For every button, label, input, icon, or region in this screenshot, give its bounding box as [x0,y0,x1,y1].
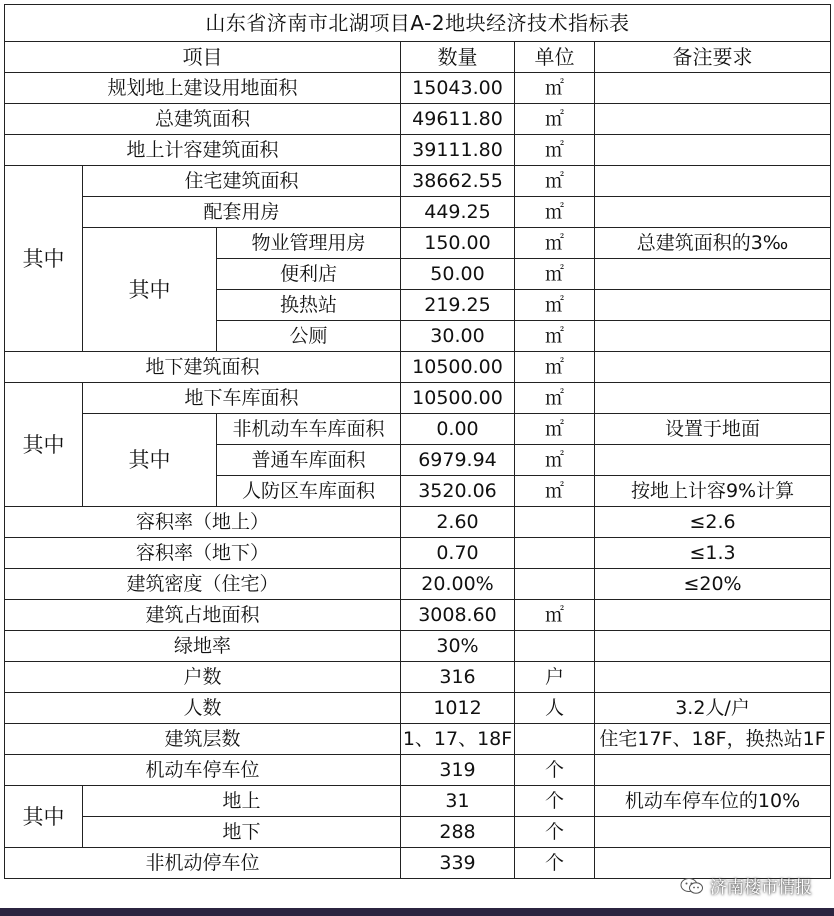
row-quantity: 2.60 [401,507,515,538]
row-residential [5,166,831,197]
watermark [680,873,812,898]
subgroup-label-ancillary: 其中 [83,228,217,352]
row-quantity: 39111.80 [401,135,515,166]
row-quantity: 30.00 [401,321,515,352]
row-note: 总建筑面积的3‰ [595,228,831,259]
row-quantity: 1、17、18F [401,724,515,755]
row-note [595,600,831,631]
row-quantity: 219.25 [401,290,515,321]
row-unit: 个 [515,848,595,879]
row-unit: ㎡ [515,321,595,352]
row-label: 地下建筑面积 [5,352,401,383]
row-quantity: 6979.94 [401,445,515,476]
row-label: 机动车停车位 [5,755,401,786]
row-label: 人数 [5,693,401,724]
bottom-border-bar [0,908,834,916]
row-unit [515,631,595,662]
watermark-text: 济南楼市情报 [710,878,812,898]
row-label: 总建筑面积 [5,104,401,135]
row-note [595,104,831,135]
row-unit: ㎡ [515,228,595,259]
row-total-floor [5,104,831,135]
row-unit: ㎡ [515,197,595,228]
row-quantity: 20.00% [401,569,515,600]
row-density [5,569,831,600]
row-note [595,383,831,414]
row-property-mgmt [5,228,831,259]
row-underground [5,352,831,383]
row-non-motor-garage [5,414,831,445]
row-floors [5,724,831,755]
row-label: 绿地率 [5,631,401,662]
row-note: 3.2人/户 [595,693,831,724]
row-label: 物业管理用房 [217,228,401,259]
row-quantity: 1012 [401,693,515,724]
row-note [595,352,831,383]
row-unit: ㎡ [515,352,595,383]
row-footprint [5,600,831,631]
row-quantity: 50.00 [401,259,515,290]
row-label: 便利店 [217,259,401,290]
row-green [5,631,831,662]
row-note [595,321,831,352]
group-label-underground: 其中 [5,383,83,507]
row-ug-garage [5,383,831,414]
row-note [595,135,831,166]
row-label: 户数 [5,662,401,693]
row-quantity: 30% [401,631,515,662]
row-note: 住宅17F、18F，换热站1F [595,724,831,755]
row-above-parking [5,786,831,817]
row-label: 非机动停车位 [5,848,401,879]
row-quantity: 288 [401,817,515,848]
header-note: 备注要求 [595,42,831,73]
row-unit: ㎡ [515,445,595,476]
row-unit [515,507,595,538]
row-note: ≤1.3 [595,538,831,569]
row-label: 换热站 [217,290,401,321]
row-ancillary [5,197,831,228]
header-quantity: 数量 [401,42,515,73]
row-quantity: 3008.60 [401,600,515,631]
row-quantity: 10500.00 [401,383,515,414]
row-quantity: 15043.00 [401,73,515,104]
row-land-area [5,73,831,104]
row-unit: 个 [515,817,595,848]
row-note: 机动车停车位的10% [595,786,831,817]
row-unit: ㎡ [515,414,595,445]
row-motor-parking [5,755,831,786]
row-unit: 户 [515,662,595,693]
row-unit: ㎡ [515,104,595,135]
row-label: 容积率（地下） [5,538,401,569]
table-title: 山东省济南市北湖项目A-2地块经济技术指标表 [5,5,831,42]
row-label: 公厕 [217,321,401,352]
row-label: 人防区车库面积 [217,476,401,507]
row-note [595,445,831,476]
row-note [595,817,831,848]
row-unit: ㎡ [515,383,595,414]
row-unit: ㎡ [515,73,595,104]
row-unit: ㎡ [515,476,595,507]
row-note [595,166,831,197]
row-label: 地下 [83,817,401,848]
row-label: 非机动车车库面积 [217,414,401,445]
row-unit: 个 [515,755,595,786]
row-note [595,755,831,786]
row-population [5,693,831,724]
row-note [595,631,831,662]
row-quantity: 0.70 [401,538,515,569]
row-unit [515,724,595,755]
row-label: 普通车库面积 [217,445,401,476]
row-above-far [5,135,831,166]
row-unit: 人 [515,693,595,724]
row-quantity: 38662.55 [401,166,515,197]
row-label: 住宅建筑面积 [83,166,401,197]
row-label: 规划地上建设用地面积 [5,73,401,104]
group-label-above: 其中 [5,166,83,352]
row-note [595,290,831,321]
row-quantity: 49611.80 [401,104,515,135]
row-label: 容积率（地上） [5,507,401,538]
row-households [5,662,831,693]
row-label: 地上 [83,786,401,817]
row-label: 建筑密度（住宅） [5,569,401,600]
indicator-table-container [4,4,830,906]
row-unit: 个 [515,786,595,817]
row-unit: ㎡ [515,259,595,290]
row-note [595,197,831,228]
row-note [595,662,831,693]
row-quantity: 339 [401,848,515,879]
row-note: 按地上计容9%计算 [595,476,831,507]
indicator-table [4,4,831,879]
row-far-above [5,507,831,538]
row-unit: ㎡ [515,600,595,631]
row-label: 建筑层数 [5,724,401,755]
row-unit: ㎡ [515,135,595,166]
row-quantity: 0.00 [401,414,515,445]
row-unit: ㎡ [515,166,595,197]
group-label-parking: 其中 [5,786,83,848]
wechat-icon [680,877,704,895]
row-quantity: 150.00 [401,228,515,259]
subgroup-label-garage: 其中 [83,414,217,507]
row-far-below [5,538,831,569]
row-note: 设置于地面 [595,414,831,445]
row-quantity: 449.25 [401,197,515,228]
row-quantity: 10500.00 [401,352,515,383]
row-unit: ㎡ [515,290,595,321]
row-unit [515,569,595,600]
header-unit: 单位 [515,42,595,73]
row-note [595,73,831,104]
row-quantity: 31 [401,786,515,817]
row-note [595,259,831,290]
row-quantity: 319 [401,755,515,786]
row-label: 建筑占地面积 [5,600,401,631]
header-item: 项目 [5,42,401,73]
row-quantity: 3520.06 [401,476,515,507]
row-note: ≤20% [595,569,831,600]
row-label: 地上计容建筑面积 [5,135,401,166]
row-note: ≤2.6 [595,507,831,538]
row-label: 地下车库面积 [83,383,401,414]
row-below-parking [5,817,831,848]
row-unit [515,538,595,569]
row-quantity: 316 [401,662,515,693]
row-label: 配套用房 [83,197,401,228]
